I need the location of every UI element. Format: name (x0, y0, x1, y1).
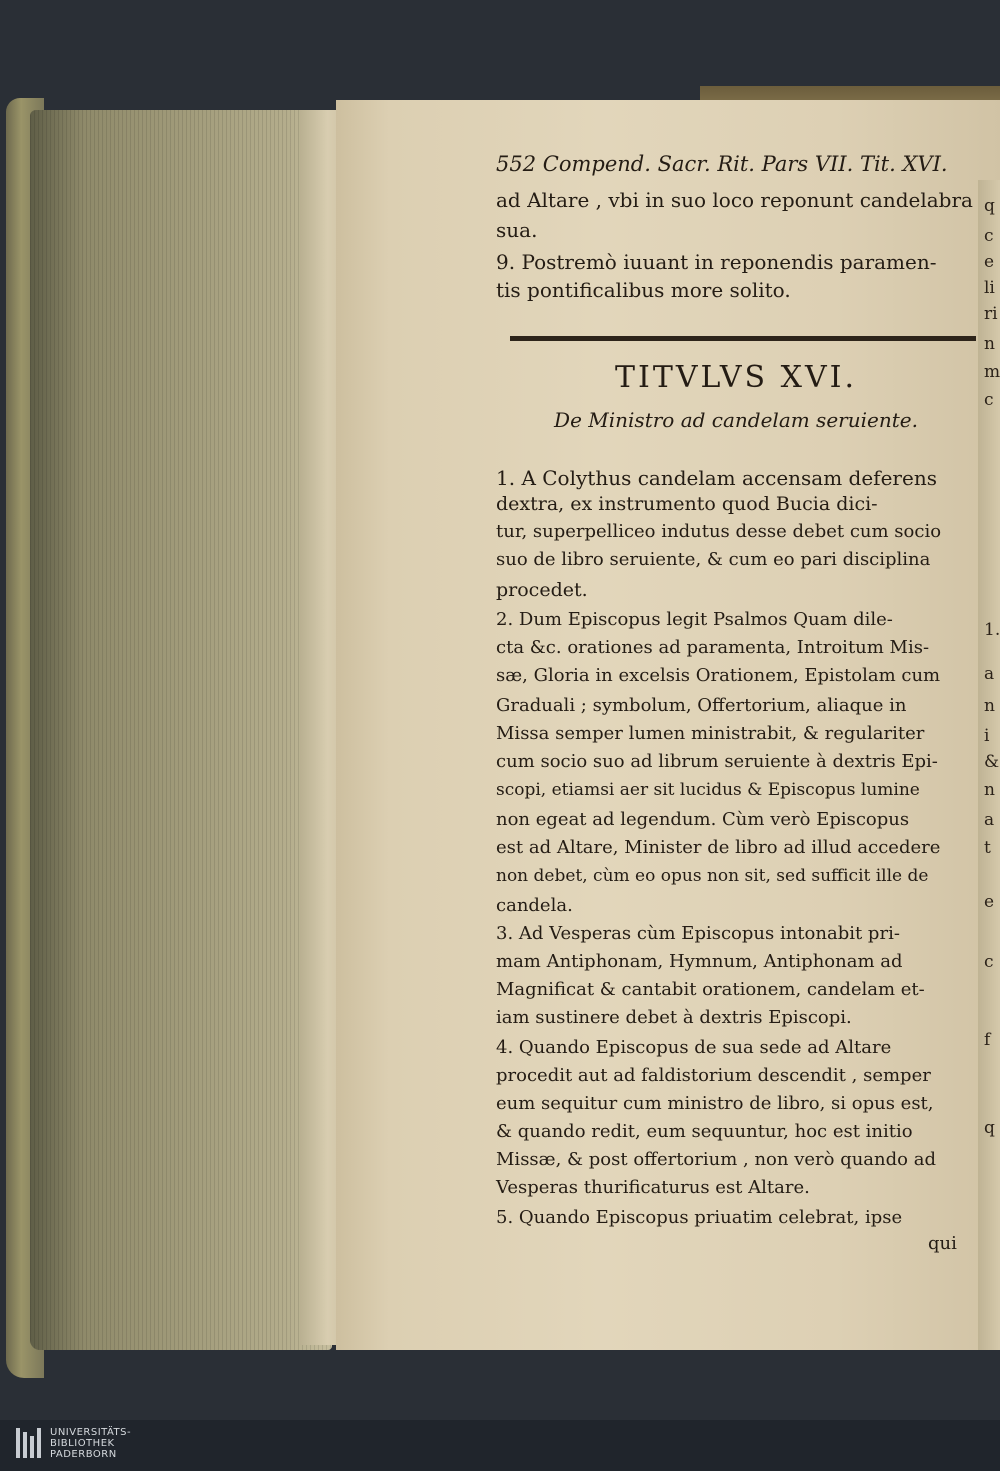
body-line: Missæ, & post offertorium , non verò quando ad (496, 1149, 936, 1170)
footer-bar (0, 1420, 1000, 1471)
body-line: Magnificat & cantabit orationem, candelam et- (496, 979, 925, 1000)
next-page-fragment: m (984, 362, 1000, 382)
next-page-fragment: li (984, 278, 995, 298)
next-page-fragment: e (984, 252, 995, 272)
next-page-fragment: n (984, 696, 995, 716)
section-subtitle: De Ministro ad candelam seruiente. (554, 408, 918, 432)
intro-line: 9. Postremò iuuant in reponendis paramen- (496, 250, 937, 274)
body-line: eum sequitur cum ministro de libro, si opus est, (496, 1093, 934, 1114)
next-page-fragment: 1. (984, 620, 1000, 640)
body-line: suo de libro seruiente, & cum eo pari disciplina (496, 549, 931, 570)
body-line: dextra, ex instrumento quod Bucia dici- (496, 493, 878, 515)
next-page-fragment: q (984, 196, 995, 216)
next-page-fragment: q (984, 1118, 995, 1138)
body-line: cta &c. orationes ad paramenta, Introitum Mis- (496, 637, 930, 658)
catchword: qui (928, 1233, 957, 1254)
section-rule (510, 336, 976, 341)
body-line: procedet. (496, 579, 588, 601)
next-page-fragment: e (984, 892, 995, 912)
body-line: 2. Dum Episcopus legit Psalmos Quam dile- (496, 609, 893, 630)
next-page-fragment: & (984, 752, 1000, 772)
body-line: 3. Ad Vesperas cùm Episcopus intonabit pri- (496, 923, 900, 944)
next-page-fragment: i (984, 726, 990, 746)
running-header: 552 Compend. Sacr. Rit. Pars VII. Tit. XVI. (496, 152, 948, 176)
next-page-fragment: c (984, 390, 994, 410)
intro-line: ad Altare , vbi in suo loco reponunt candelabra (496, 188, 973, 212)
body-line: iam sustinere debet à dextris Episcopi. (496, 1007, 852, 1028)
next-page-fragment: n (984, 780, 995, 800)
body-line: 4. Quando Episcopus de sua sede ad Altare (496, 1037, 892, 1058)
next-page-fragment: c (984, 226, 994, 246)
page-block-edge (30, 110, 332, 1350)
body-line: est ad Altare, Minister de libro ad illud accedere (496, 837, 941, 858)
next-page-fragment: c (984, 952, 994, 972)
body-line: Graduali ; symbolum, Offertorium, aliaque in (496, 695, 907, 716)
next-page-fragment: n (984, 334, 995, 354)
body-line: procedit aut ad faldistorium descendit , semper (496, 1065, 931, 1086)
body-line: non egeat ad legendum. Cùm verò Episcopus (496, 809, 910, 830)
body-line: mam Antiphonam, Hymnum, Antiphonam ad (496, 951, 903, 972)
library-line: BIBLIOTHEK (50, 1438, 115, 1449)
intro-line: tis pontificalibus more solito. (496, 278, 791, 302)
body-line: sæ, Gloria in excelsis Orationem, Epistolam cum (496, 665, 941, 686)
section-title: TITVLVS XVI. (614, 360, 858, 395)
body-line: cum socio suo ad librum seruiente à dextris Epi- (496, 751, 938, 772)
body-line: Missa semper lumen ministrabit, & regulariter (496, 723, 925, 744)
library-line: UNIVERSITÄTS- (50, 1427, 132, 1438)
body-line: tur, superpelliceo indutus desse debet cum socio (496, 521, 942, 542)
body-line: 5. Quando Episcopus priuatim celebrat, ipse (496, 1207, 903, 1228)
next-page-fragment: t (984, 838, 991, 858)
body-line: & quando redit, eum sequuntur, hoc est initio (496, 1121, 913, 1142)
next-page-fragment: f (984, 1030, 991, 1050)
next-page-fragment: ri (984, 304, 998, 324)
library-line: PADERBORN (50, 1449, 117, 1460)
library-name (50, 1427, 131, 1460)
next-page-fragment: a (984, 664, 995, 684)
next-page-fragment: a (984, 810, 995, 830)
body-line: scopi, etiamsi aer sit lucidus & Episcopus lumine (496, 780, 920, 800)
body-line: Vesperas thurificaturus est Altare. (496, 1177, 810, 1198)
body-line: candela. (496, 895, 573, 916)
intro-line: sua. (496, 218, 538, 242)
body-line: non debet, cùm eo opus non sit, sed sufficit ille de (496, 866, 929, 886)
body-line: 1. A Colythus candelam accensam deferens (496, 466, 937, 490)
